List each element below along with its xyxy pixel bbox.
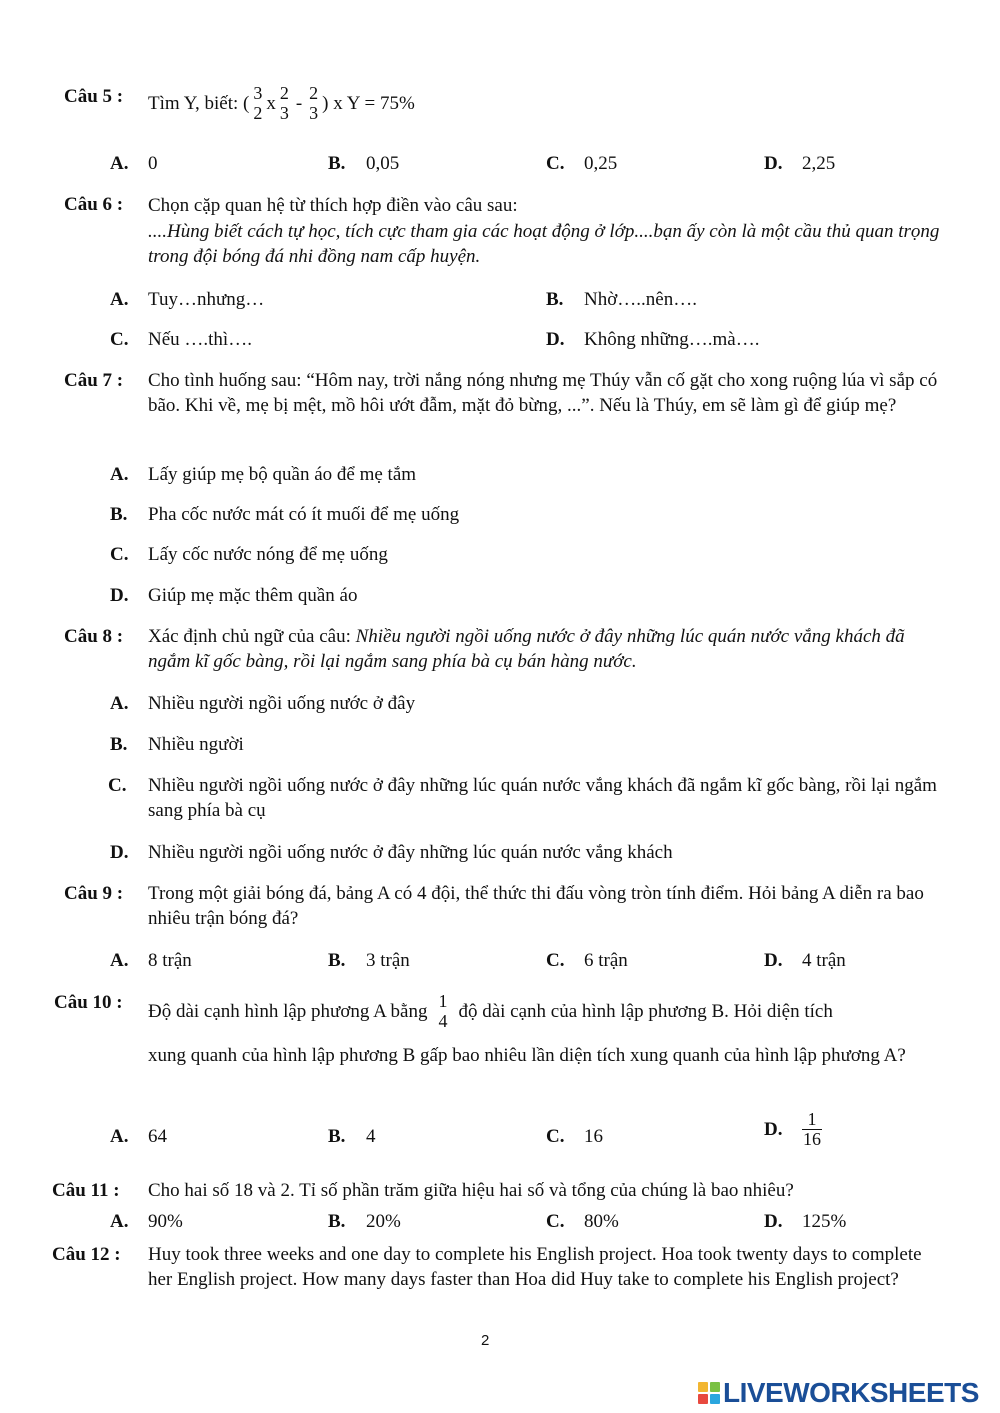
- page-number: 2: [481, 1332, 490, 1349]
- option-text: Không những….mà….: [584, 329, 760, 350]
- option-letter: B.: [328, 1126, 346, 1147]
- question-7-label: Câu 7 :: [64, 370, 124, 391]
- q7-option-c[interactable]: [110, 543, 388, 567]
- question-5-suffix: ) x Y = 75%: [322, 92, 415, 114]
- question-12-label: Câu 12 :: [52, 1244, 121, 1265]
- option-letter: C.: [546, 950, 565, 971]
- question-9-text: Trong một giải bóng đá, bảng A có 4 đội, thể thức thi đấu vòng tròn tính điểm. Hỏi bảng A diễn ra bao nhiêu trận bóng đá?: [148, 883, 924, 929]
- option-letter: A.: [110, 289, 129, 310]
- logo-square-yellow: [698, 1382, 708, 1392]
- q8-option-d[interactable]: [110, 841, 673, 865]
- question-10-text-before: Độ dài cạnh hình lập phương A bằng: [148, 1000, 428, 1022]
- fraction-1-16: $\frac{1}{16}$: [803, 1109, 821, 1149]
- q5-option-d[interactable]: [764, 152, 835, 176]
- question-12-text: Huy took three weeks and one day to complete his English project. Hoa took twenty days to complete her English project. How many days faster than Hoa did Huy take to complete his English project?: [148, 1244, 922, 1290]
- question-7-text: Cho tình huống sau: “Hôm nay, trời nắng nóng nhưng mẹ Thúy vẫn cố gặt cho xong ruộng lúa vì sắp có bão. Khi về, mẹ bị mệt, mồ hôi ướt đẫm, mặt đỏ bừng, ...”. Nếu là Thúy, em sẽ làm gì để giúp mẹ?: [148, 370, 938, 416]
- option-text: 8 trận: [148, 950, 192, 971]
- option-text: 90%: [148, 1211, 183, 1232]
- option-text: Lấy giúp mẹ bộ quần áo để mẹ tắm: [148, 464, 417, 485]
- q7-option-b[interactable]: [110, 503, 459, 527]
- q10-option-d[interactable]: [764, 1110, 822, 1149]
- logo-square-blue: [710, 1394, 720, 1404]
- option-text: 2,25: [802, 153, 836, 174]
- q6-option-c[interactable]: [110, 328, 252, 352]
- q7-option-a[interactable]: [110, 463, 416, 487]
- liveworksheets-logo-icon: [698, 1382, 720, 1404]
- q11-option-b[interactable]: [328, 1210, 401, 1234]
- q9-option-b[interactable]: [328, 949, 410, 973]
- option-letter: A.: [110, 1211, 129, 1232]
- q6-option-d[interactable]: [546, 328, 759, 352]
- option-letter: D.: [764, 1118, 783, 1140]
- question-6-label: Câu 6 :: [64, 194, 124, 215]
- option-text: 6 trận: [584, 950, 628, 971]
- question-10-label: Câu 10 :: [54, 992, 123, 1013]
- q10-option-b[interactable]: [328, 1125, 376, 1149]
- fraction-2-3-a: 2 3: [279, 83, 289, 123]
- option-letter: C.: [546, 1126, 565, 1147]
- option-letter: C.: [108, 775, 127, 796]
- q7-option-d[interactable]: [110, 584, 357, 608]
- option-letter: D.: [764, 950, 783, 971]
- question-11-text: Cho hai số 18 và 2. Tỉ số phần trăm giữa hiệu hai số và tổng của chúng là bao nhiêu?: [148, 1180, 794, 1201]
- q6-option-b[interactable]: [546, 288, 697, 312]
- question-9-label: Câu 9 :: [64, 883, 124, 904]
- option-text: Nhiều người ngồi uống nước ở đây: [148, 693, 416, 714]
- option-text: Tuy…nhưng…: [148, 289, 265, 310]
- question-10-text-rest: xung quanh của hình lập phương B gấp bao nhiêu lần diện tích xung quanh của hình lập phương A?: [148, 1045, 906, 1066]
- option-letter: A.: [110, 1126, 129, 1147]
- question-10-text-after: độ dài cạnh của hình lập phương B. Hỏi diện tích: [458, 1000, 833, 1022]
- q6-option-a[interactable]: [110, 288, 264, 312]
- option-letter: B.: [328, 1211, 346, 1232]
- option-letter: D.: [110, 842, 129, 863]
- option-letter: D.: [764, 153, 783, 174]
- option-text: Nhờ…..nên….: [584, 289, 697, 310]
- option-letter: D.: [110, 585, 129, 606]
- option-letter: B.: [546, 289, 564, 310]
- option-text: Giúp mẹ mặc thêm quần áo: [148, 585, 358, 606]
- option-letter: A.: [110, 153, 129, 174]
- option-text: Nhiều người ngồi uống nước ở đây những lúc quán nước vắng khách đã ngắm kĩ gốc bàng, rồi lại ngắm sang phía bà cụ: [148, 775, 937, 821]
- liveworksheets-wordmark: LIVEWORKSHEETS: [723, 1377, 979, 1408]
- question-5-text: [148, 84, 415, 123]
- q9-option-c[interactable]: [546, 949, 628, 973]
- option-text: 64: [148, 1126, 167, 1147]
- question-11-label: Câu 11 :: [52, 1180, 120, 1201]
- question-10-first-line: [148, 992, 833, 1031]
- liveworksheets-watermark: [698, 1377, 979, 1409]
- q10-option-a[interactable]: [110, 1125, 167, 1149]
- option-letter: C.: [546, 1211, 565, 1232]
- operator-multiply: x: [266, 92, 276, 114]
- question-8-label: Câu 8 :: [64, 626, 124, 647]
- q11-option-d[interactable]: [764, 1210, 846, 1234]
- q10-option-c[interactable]: [546, 1125, 603, 1149]
- option-text: Nhiều người ngồi uống nước ở đây những lúc quán nước vắng khách: [148, 842, 673, 863]
- q5-option-a[interactable]: [110, 152, 158, 176]
- option-text: 4 trận: [802, 950, 846, 971]
- q11-option-a[interactable]: [110, 1210, 183, 1234]
- option-text: 3 trận: [366, 950, 410, 971]
- option-text: 16: [584, 1126, 603, 1147]
- option-text: 4: [366, 1126, 376, 1147]
- option-letter: A.: [110, 950, 129, 971]
- option-text: 20%: [366, 1211, 401, 1232]
- option-letter: B.: [110, 504, 128, 525]
- option-letter: B.: [328, 153, 346, 174]
- option-letter: C.: [546, 153, 565, 174]
- option-text: 125%: [802, 1211, 847, 1232]
- q5-option-b[interactable]: [328, 152, 399, 176]
- question-8-prompt: Xác định chủ ngữ của câu:: [148, 626, 356, 647]
- option-text: Nhiều người: [148, 734, 244, 755]
- option-letter: B.: [328, 950, 346, 971]
- option-letter: C.: [110, 544, 129, 565]
- option-text: 0: [148, 153, 158, 174]
- option-text: Lấy cốc nước nóng để mẹ uống: [148, 544, 388, 565]
- question-6-text: Chọn cặp quan hệ từ thích hợp điền vào câu sau:: [148, 195, 518, 216]
- q8-option-b[interactable]: [110, 733, 244, 757]
- option-letter: A.: [110, 464, 129, 485]
- q5-option-c[interactable]: [546, 152, 617, 176]
- question-5-prefix: Tìm Y, biết: (: [148, 92, 250, 114]
- question-6-quote: ....Hùng biết cách tự học, tích cực tham gia các hoạt động ở lớp....bạn ấy còn là một cầu thủ quan trọng trong đội bóng đá nhi đồng nam cấp huyện.: [148, 221, 940, 267]
- option-text: 80%: [584, 1211, 619, 1232]
- question-5-label: Câu 5 :: [64, 86, 124, 107]
- option-letter: C.: [110, 329, 129, 350]
- operator-minus: -: [295, 92, 303, 114]
- option-letter: D.: [764, 1211, 783, 1232]
- logo-square-green: [710, 1382, 720, 1392]
- fraction-3-2: 3 2: [253, 83, 263, 123]
- option-text: 0,25: [584, 153, 618, 174]
- logo-square-red: [698, 1394, 708, 1404]
- q9-option-a[interactable]: [110, 949, 192, 973]
- option-letter: B.: [110, 734, 128, 755]
- q8-option-a[interactable]: [110, 692, 415, 716]
- option-text: Nếu ….thì….: [148, 329, 252, 350]
- option-text: Pha cốc nước mát có ít muối để mẹ uống: [148, 504, 460, 525]
- q11-option-c[interactable]: [546, 1210, 619, 1234]
- fraction-2-3-b: 2 3: [309, 83, 319, 123]
- option-text: 0,05: [366, 153, 400, 174]
- option-letter: D.: [546, 329, 565, 350]
- question-8-text: [148, 624, 948, 674]
- option-letter: A.: [110, 693, 129, 714]
- fraction-1-4: 1 4: [438, 991, 448, 1031]
- q9-option-d[interactable]: [764, 949, 846, 973]
- question-8-quote: Nhiều người ngồi uống nước ở đây những lúc quán nước vắng khách đã ngắm kĩ gốc bàng, rồi lại ngắm sang phía bà cụ bán hàng nước.: [148, 626, 905, 672]
